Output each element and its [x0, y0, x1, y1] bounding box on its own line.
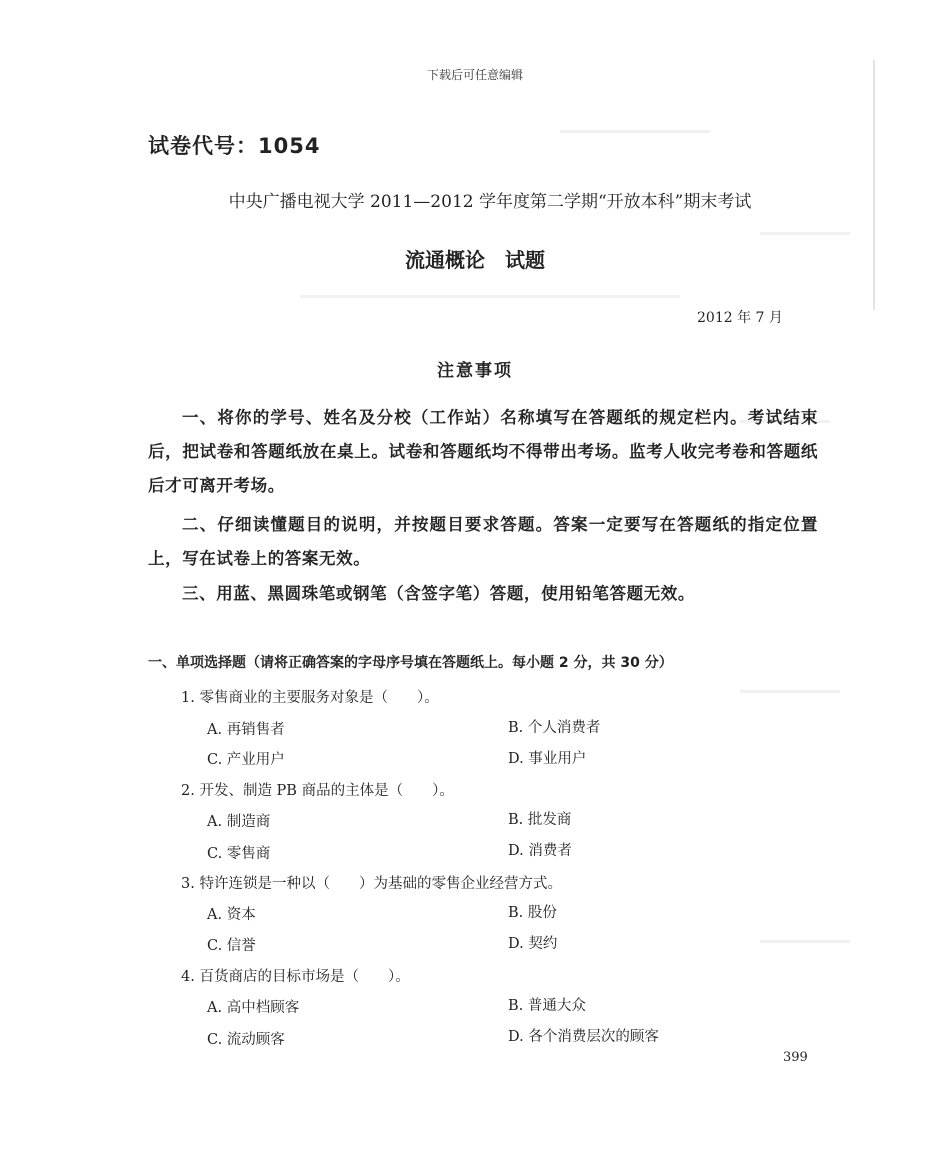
question-4-option-a: A. 高中档顾客	[207, 1000, 300, 1016]
question-1-option-d: D. 事业用户	[508, 751, 587, 767]
bleed-through-mark	[760, 232, 850, 235]
subject-title: 流通概论 试题	[405, 248, 545, 272]
notice-item-2: 二、仔细读懂题目的说明，并按题目要求答题。答案一定要写在答题纸的指定位置上，写在试卷上的答案无效。	[148, 515, 818, 568]
question-1-stem: 1. 零售商业的主要服务对象是（ ）。	[181, 690, 439, 706]
paper-code: 试卷代号：1054	[148, 134, 321, 158]
question-4-option-c: C. 流动顾客	[207, 1032, 285, 1048]
bleed-through-mark	[300, 295, 680, 298]
question-3-option-c: C. 信誉	[207, 938, 256, 954]
question-2-option-a: A. 制造商	[207, 814, 271, 830]
bleed-through-mark	[760, 940, 850, 943]
question-1-option-b: B. 个人消费者	[508, 720, 601, 736]
bleed-through-mark	[560, 130, 710, 133]
question-1-option-a: A. 再销售者	[207, 722, 285, 738]
question-4-option-b: B. 普通大众	[508, 998, 586, 1014]
section-heading: 一、单项选择题（请将正确答案的字母序号填在答题纸上。每小题 2 分，共 30 分）	[148, 655, 673, 671]
page-number: 399	[783, 1050, 808, 1065]
question-2-option-d: D. 消费者	[508, 843, 572, 859]
question-3-stem: 3. 特许连锁是一种以（ ）为基础的零售企业经营方式。	[181, 876, 562, 892]
question-3-option-b: B. 股份	[508, 905, 557, 921]
notice-item-3: 三、用蓝、黑圆珠笔或钢笔（含签字笔）答题，使用铅笔答题无效。	[182, 584, 695, 603]
question-2-option-c: C. 零售商	[207, 846, 271, 862]
exam-title: 中央广播电视大学 2011—2012 学年度第二学期“开放本科”期末考试	[228, 192, 752, 212]
notice-item-1: 一、将你的学号、姓名及分校（工作站）名称填写在答题纸的规定栏内。考试结束后，把试卷和答题纸放在桌上。试卷和答题纸均不得带出考场。监考人收完考卷和答题纸后才可离开考场。	[148, 408, 818, 495]
bleed-through-mark	[740, 690, 840, 693]
exam-date: 2012 年 7 月	[697, 310, 783, 326]
download-note: 下载后可任意编辑	[426, 68, 523, 82]
question-1-option-c: C. 产业用户	[207, 752, 285, 768]
question-2-option-b: B. 批发商	[508, 812, 572, 828]
notice-heading: 注意事项	[437, 361, 513, 381]
question-3-option-d: D. 契约	[508, 936, 558, 952]
question-4-stem: 4. 百货商店的目标市场是（ ）。	[181, 969, 410, 985]
question-2-stem: 2. 开发、制造 PB 商品的主体是（ ）。	[181, 783, 454, 799]
question-3-option-a: A. 资本	[207, 907, 256, 923]
question-4-option-d: D. 各个消费层次的顾客	[508, 1029, 659, 1045]
